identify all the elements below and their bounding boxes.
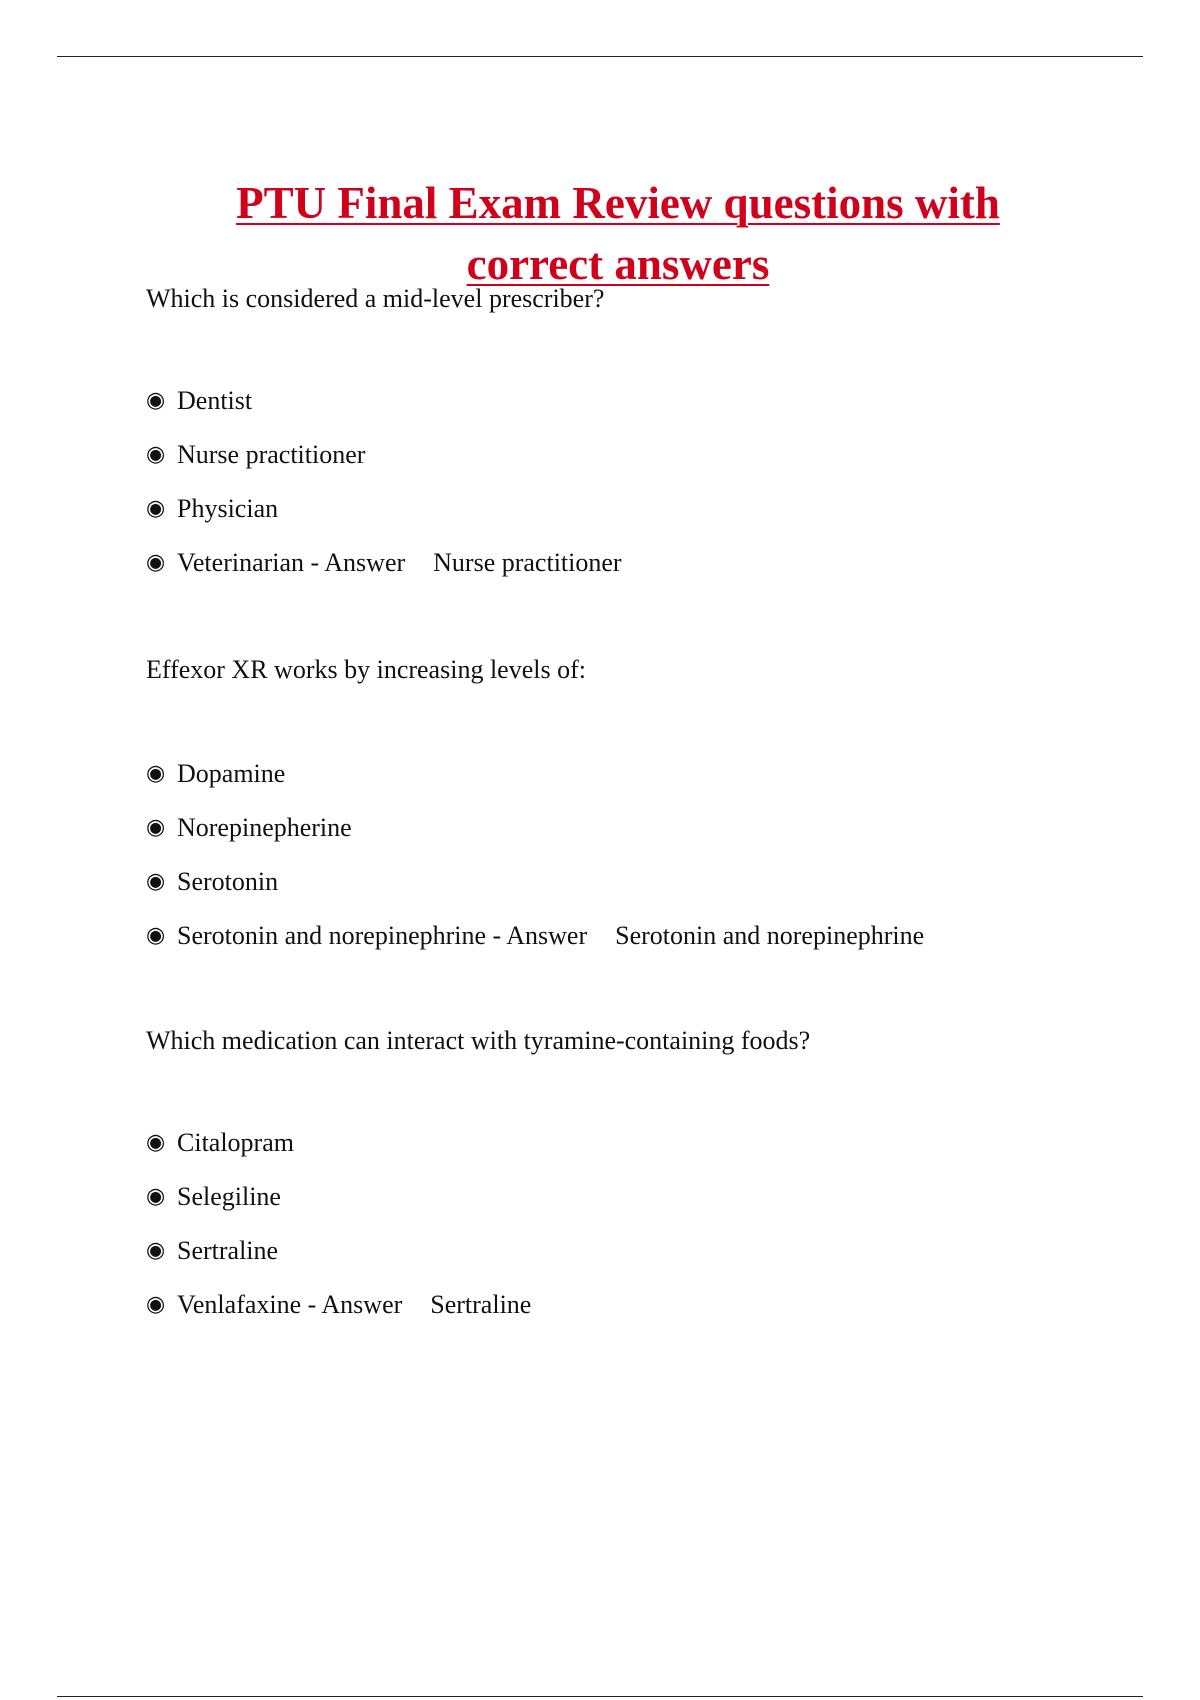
- option-item: [146, 548, 622, 602]
- question-block-2: [146, 655, 1106, 950]
- option-text: Citalopram: [177, 1128, 294, 1157]
- radio-bullet-icon: ◉: [146, 442, 166, 467]
- option-text: Dentist: [177, 386, 253, 415]
- option-item: [146, 1290, 531, 1344]
- question-block-1: [146, 284, 1106, 577]
- radio-bullet-icon: ◉: [146, 388, 166, 413]
- radio-bullet-icon: ◉: [146, 923, 166, 948]
- option-list: [146, 386, 622, 602]
- document-title: [100, 173, 1136, 295]
- title-line-2: correct answers: [466, 239, 770, 290]
- option-text: Venlafaxine: [177, 1290, 302, 1319]
- bottom-rule: [57, 1696, 1143, 1697]
- radio-bullet-icon: ◉: [146, 815, 166, 840]
- radio-bullet-icon: ◉: [146, 496, 166, 521]
- option-text: Serotonin and norepinephrine: [177, 921, 487, 950]
- option-text: Veterinarian: [177, 548, 305, 577]
- option-text: Serotonin: [177, 867, 279, 896]
- question-text: Which medication can interact with tyramine-containing foods?: [146, 1026, 811, 1055]
- answer-label: - Answer: [304, 548, 406, 577]
- question-text: Effexor XR works by increasing levels of:: [146, 655, 586, 684]
- title-line-1: PTU Final Exam Review questions with: [236, 178, 1000, 229]
- option-text: Sertraline: [177, 1236, 279, 1265]
- option-text: Selegiline: [177, 1182, 281, 1211]
- option-item: [146, 867, 924, 921]
- radio-bullet-icon: ◉: [146, 1238, 166, 1263]
- radio-bullet-icon: ◉: [146, 869, 166, 894]
- option-item: [146, 1236, 531, 1290]
- option-item: [146, 759, 924, 813]
- option-item: [146, 921, 924, 975]
- answer-value: Nurse practitioner: [433, 548, 622, 577]
- option-item: [146, 494, 622, 548]
- radio-bullet-icon: ◉: [146, 761, 166, 786]
- option-item: [146, 1128, 531, 1182]
- answer-label: - Answer: [486, 921, 588, 950]
- option-list: [146, 1128, 531, 1344]
- answer-label: - Answer: [301, 1290, 403, 1319]
- radio-bullet-icon: ◉: [146, 1292, 166, 1317]
- option-text: Physician: [177, 494, 279, 523]
- option-item: [146, 440, 622, 494]
- question-text: Which is considered a mid-level prescriber?: [146, 284, 605, 313]
- option-item: [146, 1182, 531, 1236]
- top-rule: [57, 56, 1143, 57]
- option-list: [146, 759, 924, 975]
- option-text: Norepinepherine: [177, 813, 352, 842]
- radio-bullet-icon: ◉: [146, 1130, 166, 1155]
- option-text: Dopamine: [177, 759, 286, 788]
- answer-value: Sertraline: [430, 1290, 532, 1319]
- question-block-3: [146, 1026, 1106, 1319]
- radio-bullet-icon: ◉: [146, 550, 166, 575]
- option-item: [146, 386, 622, 440]
- radio-bullet-icon: ◉: [146, 1184, 166, 1209]
- answer-value: Serotonin and norepinephrine: [615, 921, 925, 950]
- option-item: [146, 813, 924, 867]
- option-text: Nurse practitioner: [177, 440, 366, 469]
